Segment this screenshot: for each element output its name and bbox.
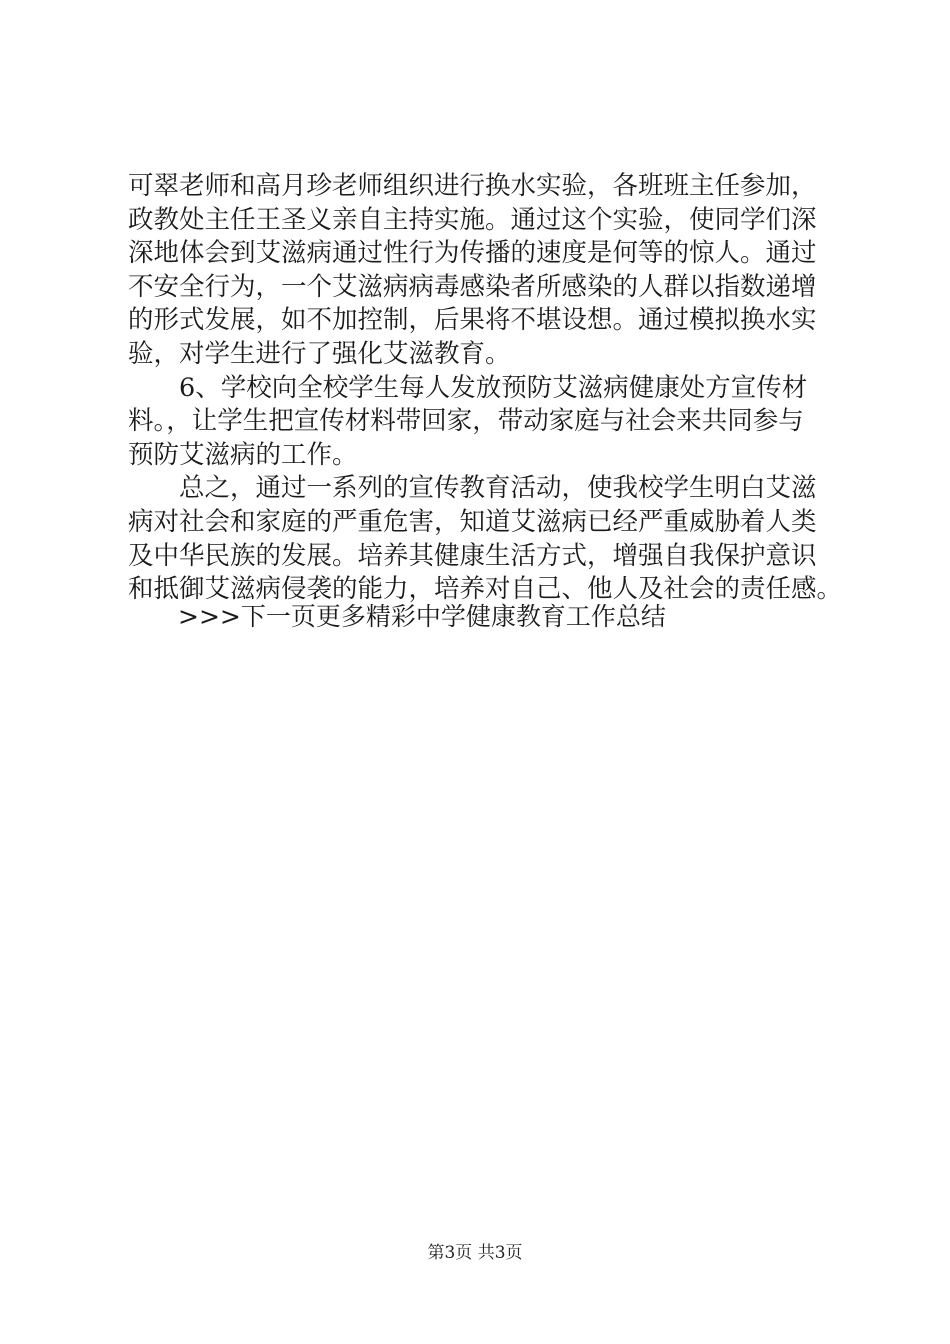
body-line: 的形式发展，如不加控制，后果将不堪设想。通过模拟换水实	[128, 305, 817, 336]
paragraph-start-line: 总之，通过一系列的宣传教育活动，使我校学生明白艾滋	[179, 473, 817, 504]
body-line: 可翠老师和高月珍老师组织进行换水实验，各班班主任参加，	[128, 171, 817, 201]
page-footer: 第3页 共3页	[427, 1243, 523, 1263]
body-line: 及中华民族的发展。培养其健康生活方式，增强自我保护意识	[128, 540, 817, 571]
paragraph-start-line: 6、学校向全校学生每人发放预防艾滋病健康处方宣传材	[179, 372, 808, 403]
next-page-link[interactable]: >>>下一页更多精彩中学健康教育工作总结	[178, 602, 666, 631]
body-line: 政教处主任王圣义亲自主持实施。通过这个实验，使同学们深	[128, 204, 817, 235]
document-body	[128, 170, 843, 607]
body-line: 和抵御艾滋病侵袭的能力，培养对自己、他人及社会的责任感。	[128, 574, 843, 605]
body-line: 料。，让学生把宣传材料带回家，带动家庭与社会来共同参与	[128, 406, 804, 437]
body-line: 病对社会和家庭的严重危害，知道艾滋病已经严重威胁着人类	[128, 506, 817, 537]
body-line: 不安全行为，一个艾滋病病毒感染者所感染的人群以指数递增	[128, 271, 817, 302]
body-line: 预防艾滋病的工作。	[128, 439, 358, 470]
body-line: 验，对学生进行了强化艾滋教育。	[128, 338, 511, 369]
body-line: 深地体会到艾滋病通过性行为传播的速度是何等的惊人。通过	[128, 238, 817, 269]
